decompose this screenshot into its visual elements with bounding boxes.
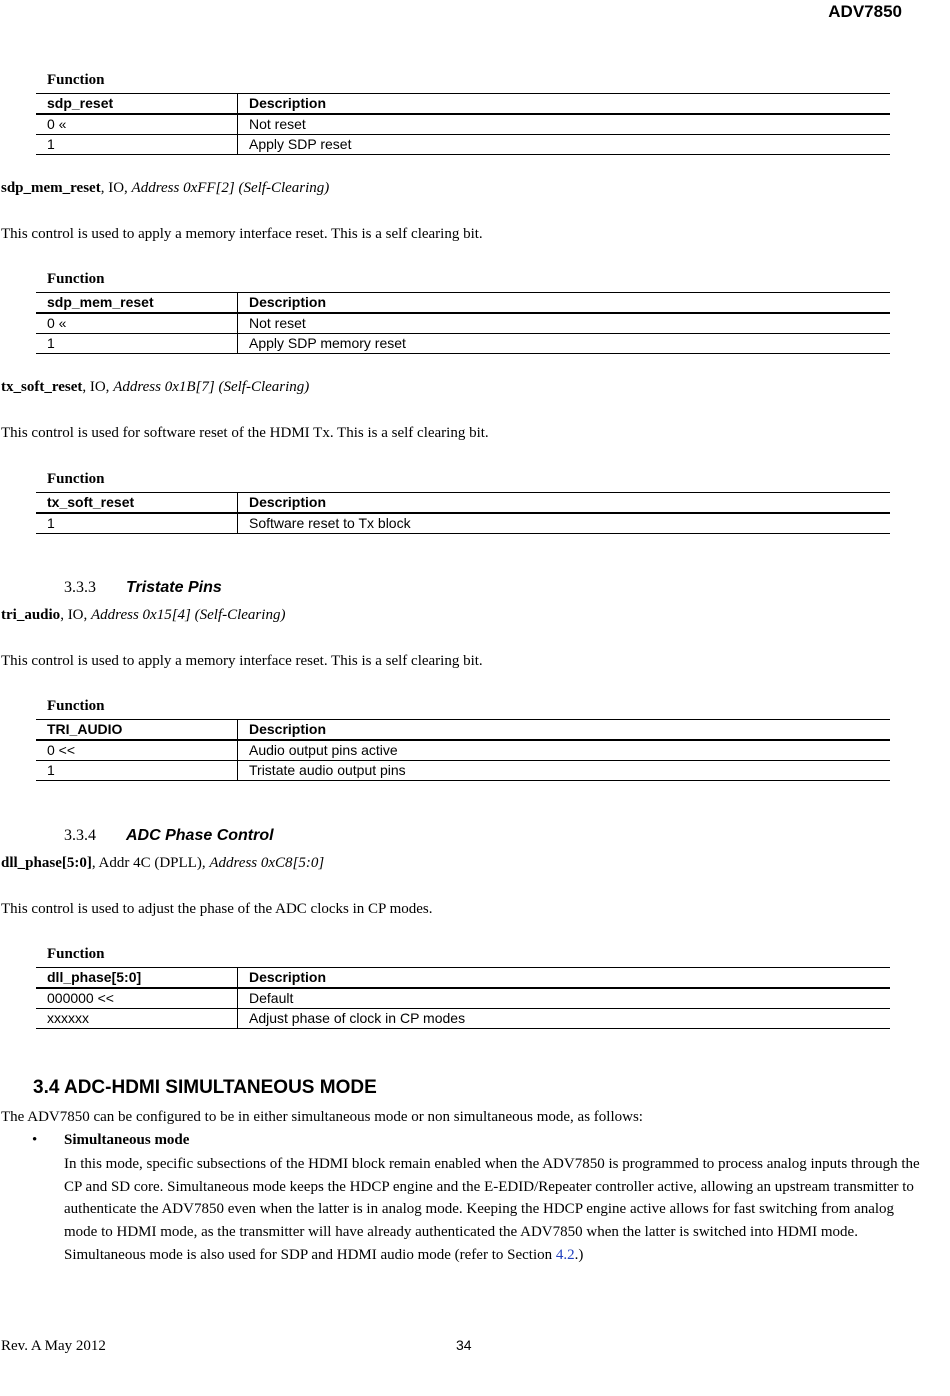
subsection-heading: 3.3.3 Tristate Pins bbox=[64, 579, 222, 596]
register-heading: dll_phase[5:0], Addr 4C (DPLL), Address 0xC8[5:0] bbox=[1, 855, 325, 871]
table-title: Function bbox=[47, 471, 105, 487]
table-cell: Apply SDP reset bbox=[238, 135, 891, 155]
bullet-title: Simultaneous mode bbox=[64, 1132, 190, 1148]
table-cell: 0 « bbox=[36, 114, 238, 135]
table-cell: 1 bbox=[36, 513, 238, 534]
subsection-heading: 3.3.4 ADC Phase Control bbox=[64, 827, 274, 844]
section-link[interactable]: 4.2 bbox=[555, 1246, 575, 1263]
table-cell: 000000 << bbox=[36, 988, 238, 1009]
register-description: This control is used to adjust the phase of the ADC clocks in CP modes. bbox=[1, 901, 433, 917]
table-header-cell: sdp_mem_reset bbox=[36, 293, 238, 314]
table-cell: 0 << bbox=[36, 740, 238, 761]
register-heading: tx_soft_reset, IO, Address 0x1B[7] (Self-Clearing) bbox=[1, 379, 310, 395]
table-cell: 1 bbox=[36, 135, 238, 155]
table-cell: 0 « bbox=[36, 313, 238, 334]
table-header-cell: tx_soft_reset bbox=[36, 493, 238, 514]
table-cell: Adjust phase of clock in CP modes bbox=[238, 1009, 891, 1029]
table-header-cell: Description bbox=[238, 968, 891, 989]
footer-page-number: 34 bbox=[456, 1337, 472, 1353]
sdp-reset-table bbox=[36, 93, 890, 155]
table-header-cell: TRI_AUDIO bbox=[36, 720, 238, 741]
table-cell: xxxxxx bbox=[36, 1009, 238, 1029]
table-header-cell: Description bbox=[238, 94, 891, 115]
table-title: Function bbox=[47, 271, 105, 287]
table-header-cell: Description bbox=[238, 720, 891, 741]
table-header-cell: Description bbox=[238, 293, 891, 314]
tri-audio-table bbox=[36, 719, 890, 781]
table-cell: Not reset bbox=[238, 313, 891, 334]
register-description: This control is used to apply a memory interface reset. This is a self clearing bit. bbox=[1, 653, 483, 669]
table-cell: Software reset to Tx block bbox=[238, 513, 891, 534]
table-header-cell: Description bbox=[238, 493, 891, 514]
table-header-cell: sdp_reset bbox=[36, 94, 238, 115]
table-cell: 1 bbox=[36, 334, 238, 354]
table-cell: 1 bbox=[36, 761, 238, 781]
bullet-icon: • bbox=[32, 1132, 38, 1148]
table-cell: Not reset bbox=[238, 114, 891, 135]
register-heading: tri_audio, IO, Address 0x15[4] (Self-Clearing) bbox=[1, 607, 286, 623]
bullet-text: In this mode, specific subsections of the HDMI block remain enabled when the ADV7850 is programmed to process analog inputs through the CP and SD core. Simultaneous mode keeps the HDCP engine and the E-EDID/Repeater controller active, allowing an upstream transmitter to authenticate the ADV7850 even when the latter is in analog mode. Keeping the HDCP engine active allows for fast switching from analog mode to HDMI mode, as the transmitter will have already authenticated the ADV7850 when the latter is switched into HDMI mode. Simultaneous mode is also used for SDP and HDMI audio mode (refer to Section 4.2.) bbox=[64, 1156, 920, 1263]
table-cell: Tristate audio output pins bbox=[238, 761, 891, 781]
sdp-mem-reset-table bbox=[36, 292, 890, 354]
table-cell: Default bbox=[238, 988, 891, 1009]
register-description: This control is used to apply a memory interface reset. This is a self clearing bit. bbox=[1, 226, 483, 242]
document-header-title: ADV7850 bbox=[828, 2, 902, 21]
tx-soft-reset-table bbox=[36, 492, 890, 534]
register-description: This control is used for software reset of the HDMI Tx. This is a self clearing bit. bbox=[1, 425, 489, 441]
table-cell: Apply SDP memory reset bbox=[238, 334, 891, 354]
table-title: Function bbox=[47, 72, 105, 88]
table-title: Function bbox=[47, 946, 105, 962]
table-cell: Audio output pins active bbox=[238, 740, 891, 761]
table-header-cell: dll_phase[5:0] bbox=[36, 968, 238, 989]
section-intro: The ADV7850 can be configured to be in either simultaneous mode or non simultaneous mode, as follows: bbox=[1, 1109, 643, 1125]
dll-phase-table bbox=[36, 967, 890, 1029]
section-heading: 3.4 ADC-HDMI SIMULTANEOUS MODE bbox=[33, 1077, 377, 1098]
footer-revision: Rev. A May 2012 bbox=[1, 1338, 106, 1354]
register-heading: sdp_mem_reset, IO, Address 0xFF[2] (Self-Clearing) bbox=[1, 180, 330, 196]
table-title: Function bbox=[47, 698, 105, 714]
